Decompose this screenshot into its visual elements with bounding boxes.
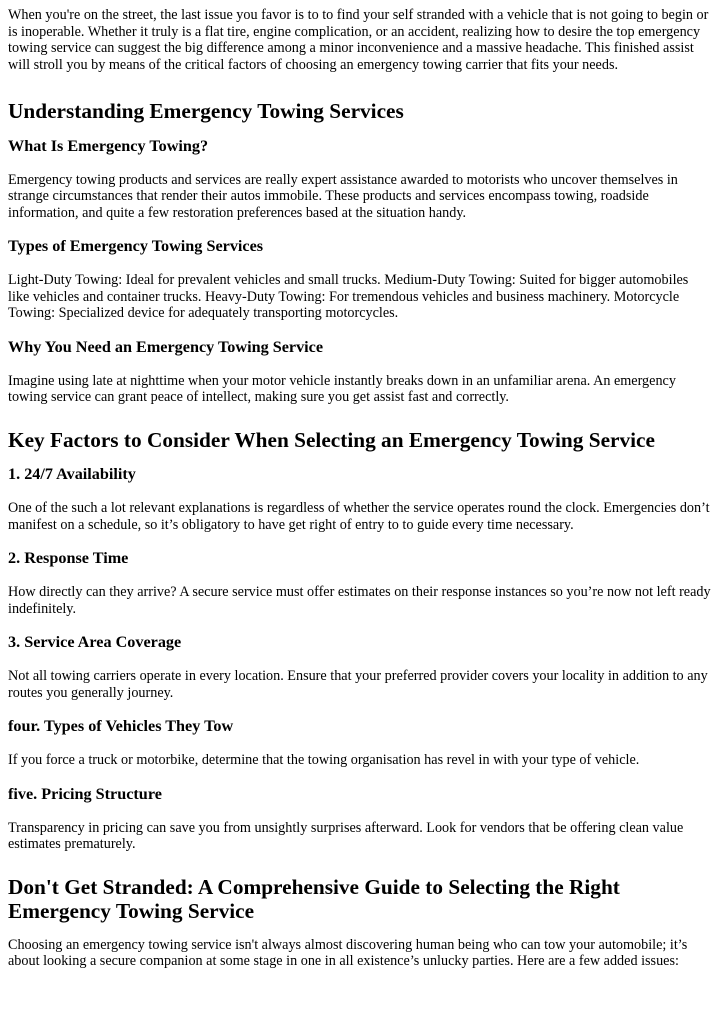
subheading-types: Types of Emergency Towing Services (8, 237, 264, 255)
subheading-availability: 1. 24/7 Availability (8, 465, 136, 483)
subheading-why-need: Why You Need an Emergency Towing Service (8, 337, 324, 356)
paragraph-types: Light-Duty Towing: Ideal for prevalent vehicles and small trucks. Medium-Duty Towing: Suited for bigger automobiles like vehicles and container trucks. Heavy-Duty Towing: For tremendous vehicles and business machinery. Motorcycle Towing: Specialized device for adequately transporting motorcycles. (8, 272, 689, 321)
paragraph-service-area: Not all towing carriers operate in every location. Ensure that your preferred provider covers your locality in addition to any routes you generally journey. (8, 668, 708, 701)
subheading-service-area: 3. Service Area Coverage (8, 633, 182, 651)
section-heading-key-factors: Key Factors to Consider When Selecting an Emergency Towing Service (8, 427, 655, 452)
section-heading-understanding: Understanding Emergency Towing Services (8, 99, 404, 123)
paragraph-vehicle-types: If you force a truck or motorbike, determine that the towing organisation has revel in with your type of vehicle. (8, 752, 640, 768)
paragraph-availability: One of the such a lot relevant explanations is regardless of whether the service operates round the clock. Emergencies don’t manifest on a schedule, so it’s obligatory to have get right of entry to to guide every time necessary. (8, 500, 710, 533)
subheading-pricing: five. Pricing Structure (8, 784, 162, 803)
subheading-vehicle-types: four. Types of Vehicles They Tow (8, 717, 234, 735)
paragraph-pricing: Transparency in pricing can save you from unsightly surprises afterward. Look for vendors that be offering clean value estimates prematurely. (8, 819, 684, 852)
paragraph-dont-get-stranded: Choosing an emergency towing service isn't always almost discovering human being who can tow your automobile; it’s about looking a secure companion at some stage in one in all existence’s unlucky parties. Here are a few added issues: (8, 936, 688, 969)
intro-paragraph: When you're on the street, the last issue you favor is to to find your self stranded with a vehicle that is not going to begin or is inoperable. Whether it truly is a flat tire, engine complication, or an accident, realizing how to desire the top emergency towing service can suggest the big difference among a minor inconvenience and a massive headache. This finished assist will stroll you by means of the critical factors of choosing an emergency towing carrier that fits your needs. (8, 7, 709, 73)
subheading-what-is: What Is Emergency Towing? (8, 136, 209, 155)
section-heading-dont-get-stranded: Don't Get Stranded: A Comprehensive Guide to Selecting the Right Emergency Towing Service (8, 874, 620, 923)
paragraph-what-is: Emergency towing products and services are really expert assistance awarded to motorists who uncover themselves in strange circumstances that render their autos immobile. These products and services encompass towing, roadside information, and quite a few restoration preferences based at the situation handy. (8, 171, 678, 221)
article (0, 7, 720, 970)
subheading-response-time: 2. Response Time (8, 549, 129, 567)
paragraph-why-need: Imagine using late at nighttime when your motor vehicle instantly breaks down in an unfamiliar arena. An emergency towing service can grant peace of intellect, making sure you get assist fast and correctly. (8, 372, 676, 405)
paragraph-response-time: How directly can they arrive? A secure service must offer estimates on their response instances so you’re now not left ready indefinitely. (8, 584, 711, 617)
